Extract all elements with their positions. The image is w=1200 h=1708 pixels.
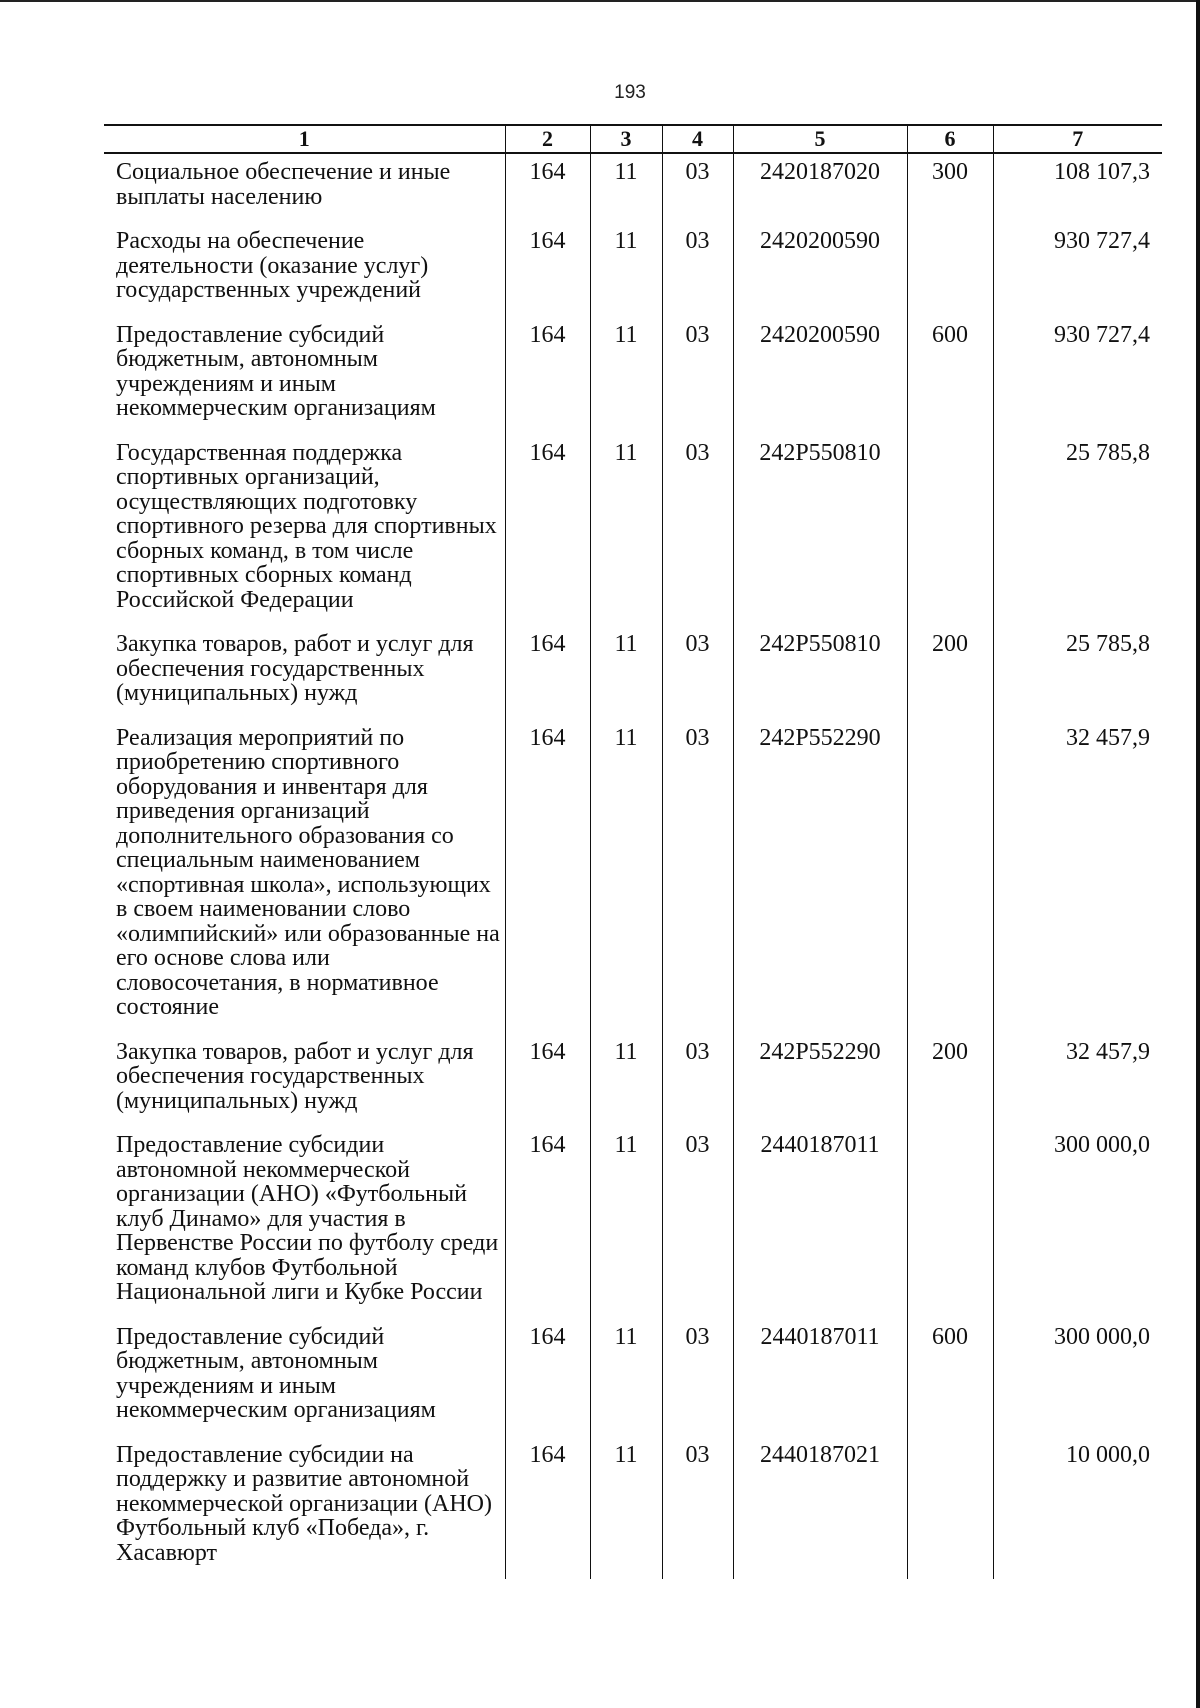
row-target-article-cell: 242P552290 [733,720,907,1034]
column-header: 7 [993,125,1162,153]
row-expense-type-cell: 200 [907,1034,993,1128]
row-amount-cell: 25 785,8 [993,626,1162,720]
row-target-article-cell: 2420200590 [733,317,907,435]
row-amount-cell: 108 107,3 [993,153,1162,223]
table-row [104,317,1162,435]
row-section-cell: 11 [590,317,662,435]
row-code-cell: 164 [505,626,590,720]
row-section-cell: 11 [590,153,662,223]
row-code-cell: 164 [505,317,590,435]
row-target-article-cell: 242P550810 [733,626,907,720]
row-target-article-cell: 242P552290 [733,1034,907,1128]
table-row [104,1034,1162,1128]
row-expense-type-cell [907,1127,993,1319]
row-name-cell: Реализация мероприятий по приобретению спортивного оборудования и инвентаря для приведения организаций дополнительного образования со специальным наименованием «спортивная школа», использующих в своем наименовании слово «олимпийский» или образованные на его основе слова или словосочетания, в нормативное состояние [104,720,505,1034]
row-section-cell: 11 [590,626,662,720]
scan-right-edge [1196,0,1200,1708]
row-name-cell: Предоставление субсидий бюджетным, автономным учреждениям и иным некоммерческим организациям [104,317,505,435]
table-row [104,153,1162,223]
table-row [104,1437,1162,1580]
table-body [104,153,1162,1579]
row-subsection-cell: 03 [662,435,733,627]
column-header: 5 [733,125,907,153]
row-expense-type-cell [907,1437,993,1580]
row-subsection-cell: 03 [662,1127,733,1319]
row-code-cell: 164 [505,1319,590,1437]
row-expense-type-cell: 600 [907,317,993,435]
row-name-cell: Предоставление субсидий бюджетным, автономным учреждениям и иным некоммерческим организациям [104,1319,505,1437]
row-code-cell: 164 [505,1127,590,1319]
row-amount-cell: 32 457,9 [993,1034,1162,1128]
row-expense-type-cell [907,223,993,317]
row-amount-cell: 930 727,4 [993,223,1162,317]
table-row [104,720,1162,1034]
row-expense-type-cell: 200 [907,626,993,720]
row-name-cell: Расходы на обеспечение деятельности (оказание услуг) государственных учреждений [104,223,505,317]
row-section-cell: 11 [590,1127,662,1319]
row-amount-cell: 300 000,0 [993,1319,1162,1437]
row-code-cell: 164 [505,223,590,317]
row-target-article-cell: 2420187020 [733,153,907,223]
table-row [104,626,1162,720]
table-row [104,435,1162,627]
row-amount-cell: 25 785,8 [993,435,1162,627]
row-section-cell: 11 [590,435,662,627]
row-subsection-cell: 03 [662,1319,733,1437]
table-header-row [104,125,1162,153]
row-amount-cell: 300 000,0 [993,1127,1162,1319]
row-name-cell: Предоставление субсидии автономной некоммерческой организации (АНО) «Футбольный клуб Динамо» для участия в Первенстве России по футболу среди команд клубов Футбольной Национальной лиги и Кубке России [104,1127,505,1319]
row-section-cell: 11 [590,1319,662,1437]
budget-table-container [104,124,1162,1579]
row-name-cell: Закупка товаров, работ и услуг для обеспечения государственных (муниципальных) нужд [104,626,505,720]
row-subsection-cell: 03 [662,223,733,317]
row-subsection-cell: 03 [662,317,733,435]
row-subsection-cell: 03 [662,1034,733,1128]
row-code-cell: 164 [505,153,590,223]
row-name-cell: Закупка товаров, работ и услуг для обеспечения государственных (муниципальных) нужд [104,1034,505,1128]
row-target-article-cell: 2440187011 [733,1319,907,1437]
column-header: 2 [505,125,590,153]
row-name-cell: Государственная поддержка спортивных организаций, осуществляющих подготовку спортивного резерва для спортивных сборных команд, в том числе спортивных сборных команд Российской Федерации [104,435,505,627]
row-expense-type-cell: 600 [907,1319,993,1437]
column-header: 3 [590,125,662,153]
row-expense-type-cell [907,435,993,627]
row-target-article-cell: 2440187011 [733,1127,907,1319]
row-target-article-cell: 2440187021 [733,1437,907,1580]
row-code-cell: 164 [505,1034,590,1128]
row-amount-cell: 930 727,4 [993,317,1162,435]
row-subsection-cell: 03 [662,720,733,1034]
row-name-cell: Предоставление субсидии на поддержку и развитие автономной некоммерческой организации (АНО) Футбольный клуб «Победа», г. Хасавюрт [104,1437,505,1580]
row-code-cell: 164 [505,435,590,627]
column-header: 4 [662,125,733,153]
row-code-cell: 164 [505,1437,590,1580]
row-section-cell: 11 [590,1437,662,1580]
table-row [104,1127,1162,1319]
table-row [104,1319,1162,1437]
row-name-cell: Социальное обеспечение и иные выплаты населению [104,153,505,223]
scan-top-edge [0,0,1200,2]
row-amount-cell: 10 000,0 [993,1437,1162,1580]
row-subsection-cell: 03 [662,153,733,223]
budget-table [104,124,1162,1579]
row-expense-type-cell [907,720,993,1034]
column-header: 6 [907,125,993,153]
row-section-cell: 11 [590,1034,662,1128]
row-subsection-cell: 03 [662,626,733,720]
row-target-article-cell: 2420200590 [733,223,907,317]
row-section-cell: 11 [590,720,662,1034]
row-code-cell: 164 [505,720,590,1034]
page-number: 193 [614,82,646,103]
row-section-cell: 11 [590,223,662,317]
table-row [104,223,1162,317]
row-expense-type-cell: 300 [907,153,993,223]
row-amount-cell: 32 457,9 [993,720,1162,1034]
row-subsection-cell: 03 [662,1437,733,1580]
column-header: 1 [104,125,505,153]
row-target-article-cell: 242P550810 [733,435,907,627]
